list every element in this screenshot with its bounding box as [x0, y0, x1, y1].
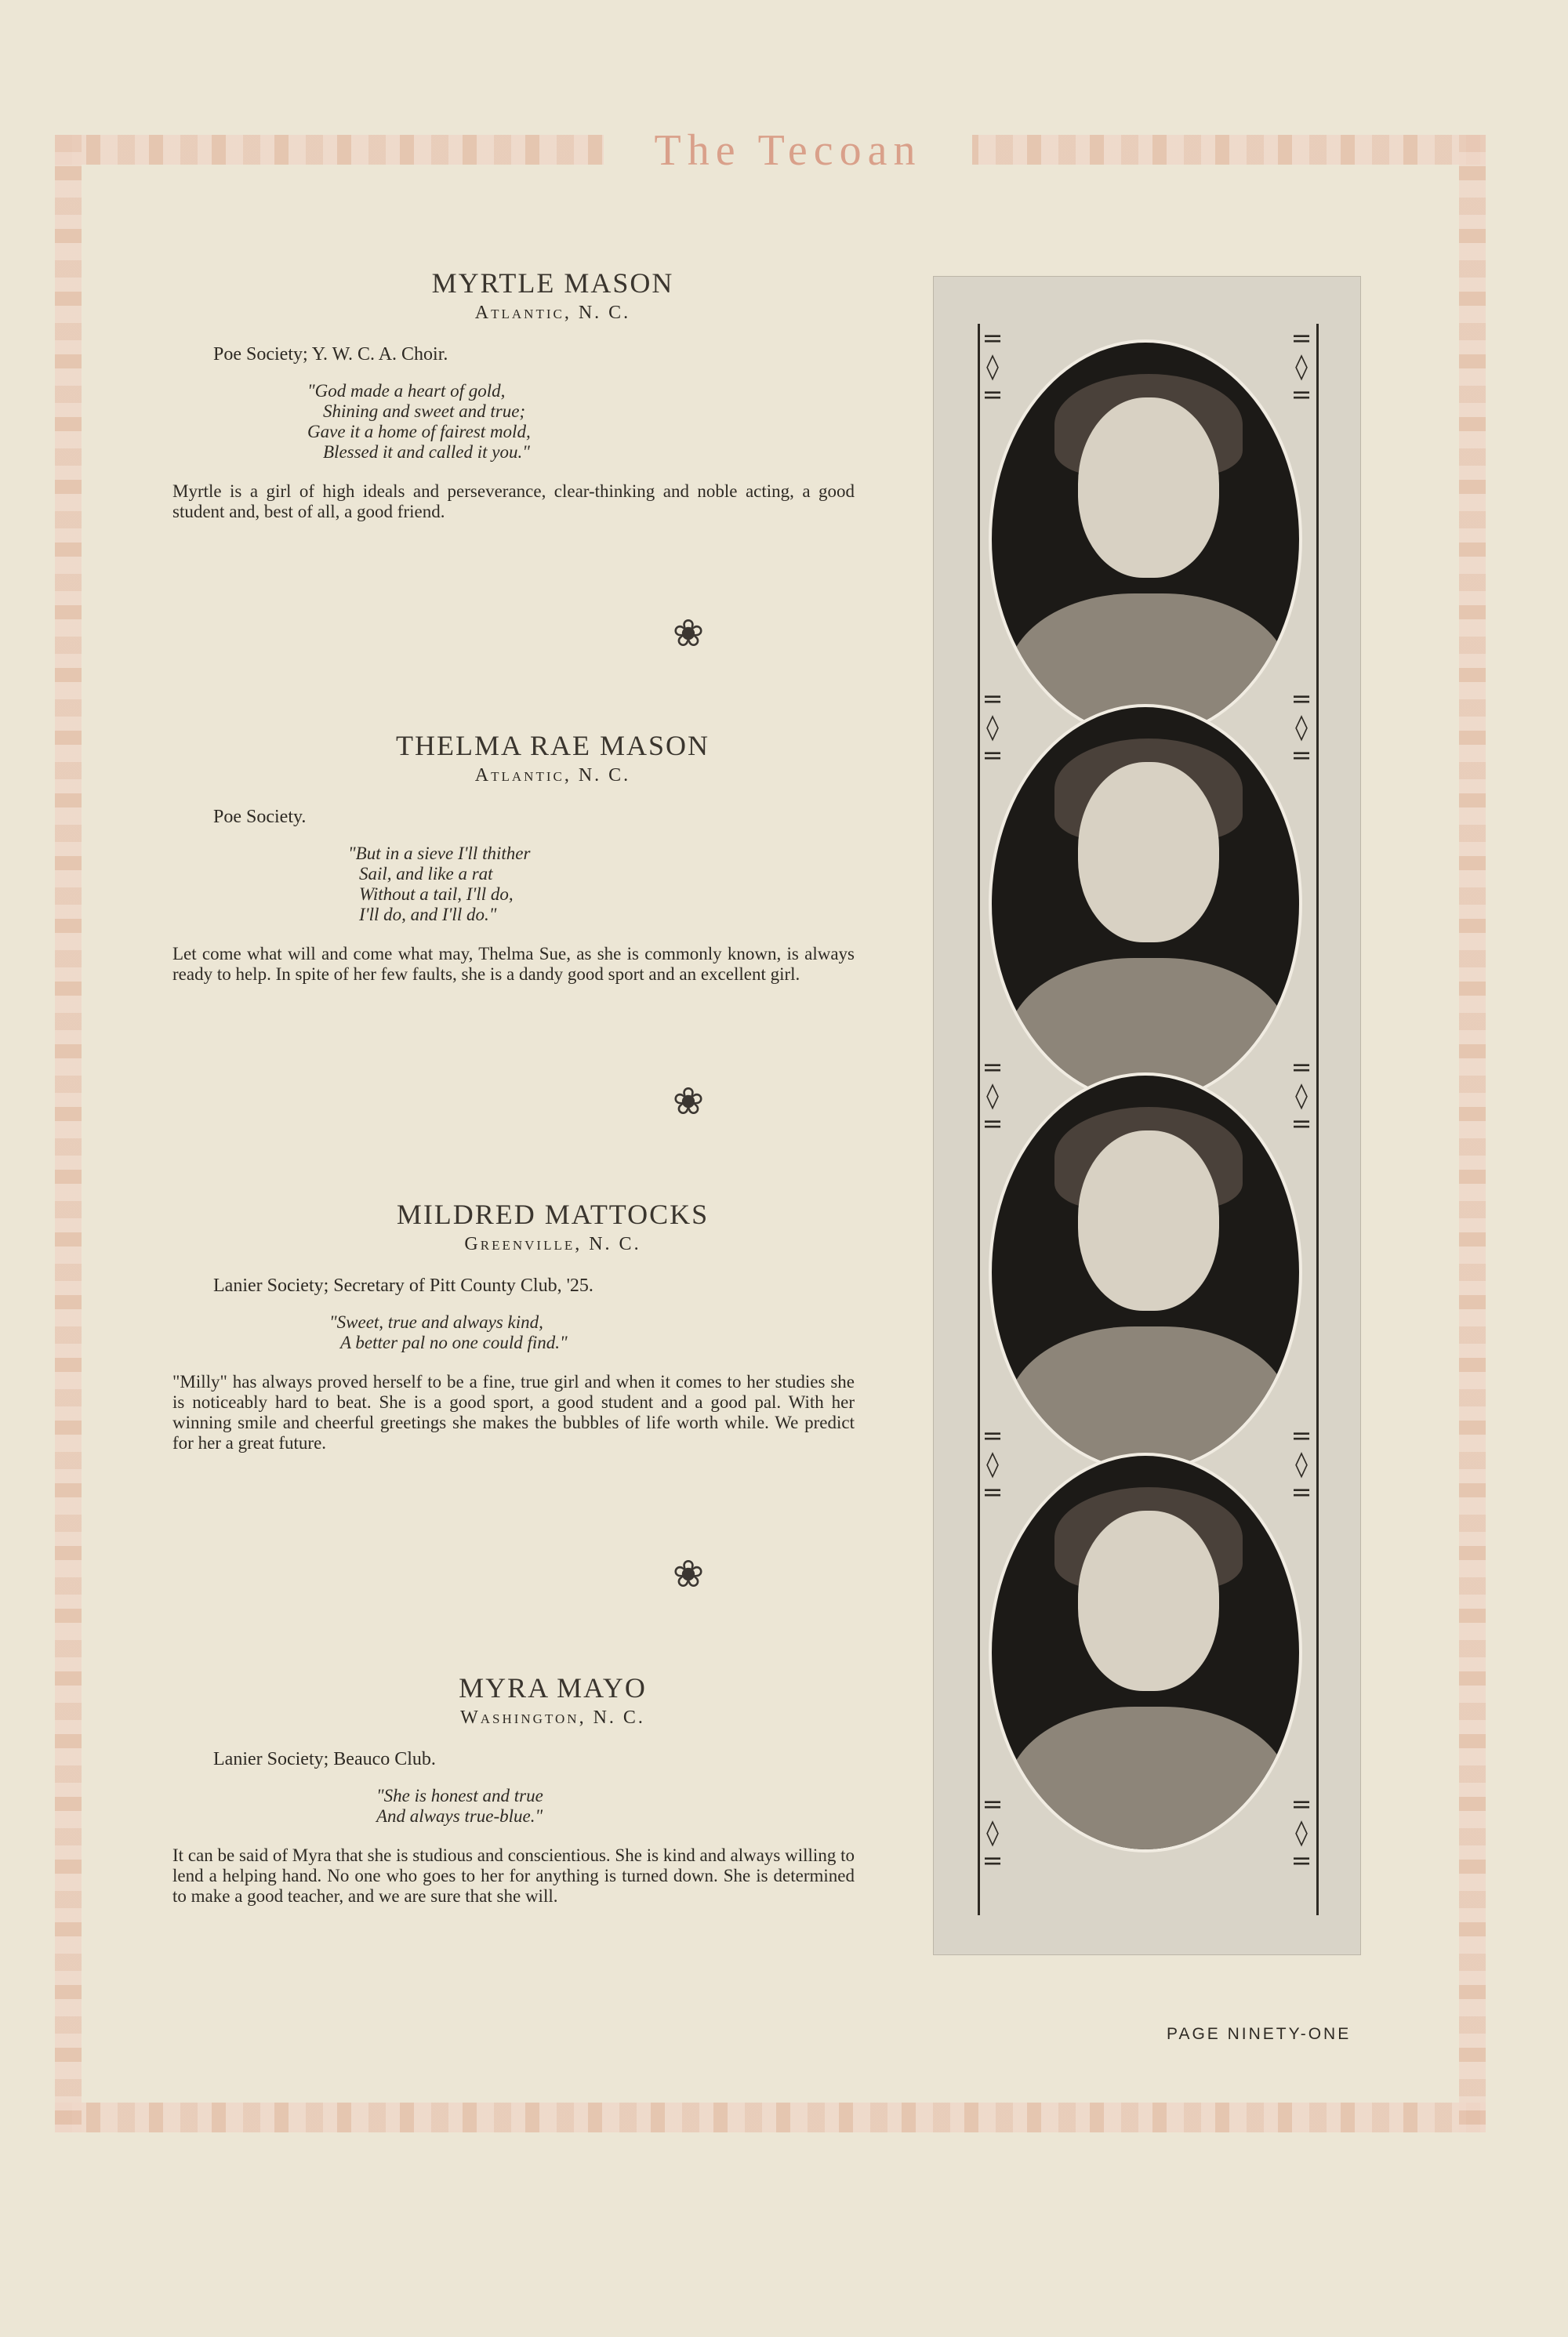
- student-name: MYRA MAYO: [459, 1672, 647, 1704]
- verse: "God made a heart of gold, Shining and sweet and true; Gave it a home of fairest mold, Blessed it and called it you.": [307, 381, 531, 462]
- portrait-mildred-mattocks: [989, 1072, 1302, 1472]
- biography: Myrtle is a girl of high ideals and perseverance, clear-thinking and noble acting, a good student and, best of all, a good friend.: [172, 481, 855, 521]
- diamond-ornament-icon: = ◊ =: [982, 1052, 1004, 1138]
- portrait-myra-mayo: [989, 1453, 1302, 1853]
- activities: Poe Society.: [213, 807, 307, 827]
- diamond-ornament-icon: = ◊ =: [1290, 1421, 1312, 1507]
- masthead: The Tecoan: [604, 121, 972, 180]
- flower-ornament-icon: ❀: [672, 1554, 705, 1595]
- portrait-strip: [933, 276, 1361, 1955]
- entry-mildred-mattocks: [172, 1198, 855, 1453]
- diamond-ornament-icon: = ◊ =: [982, 684, 1004, 770]
- border-left: [55, 135, 82, 2132]
- flower-ornament-icon: ❀: [672, 613, 705, 655]
- entry-thelma-rae-mason: [172, 729, 855, 985]
- page-number: PAGE NINETY-ONE: [1167, 2025, 1352, 2043]
- verse: "She is honest and true And always true-blue.": [376, 1786, 543, 1826]
- verse: "Sweet, true and always kind, A better pal no one could find.": [329, 1312, 568, 1352]
- entry-myrtle-mason: [172, 267, 855, 522]
- diamond-ornament-icon: = ◊ =: [1290, 1789, 1312, 1875]
- flower-ornament-icon: ❀: [672, 1081, 705, 1123]
- portrait-myrtle-mason: [989, 339, 1302, 739]
- diamond-ornament-icon: = ◊ =: [982, 323, 1004, 409]
- strip-rule-right: [1316, 324, 1319, 1915]
- activities: Poe Society; Y. W. C. A. Choir.: [213, 344, 448, 365]
- biography: Let come what will and come what may, Thelma Sue, as she is commonly known, is always ready to help. In spite of her few faults, she is a dandy good sport and an excellent girl.: [172, 944, 855, 984]
- border-right: [1459, 135, 1486, 2132]
- hometown: Greenville, N. C.: [464, 1234, 641, 1254]
- hometown: Atlantic, N. C.: [474, 303, 631, 323]
- entry-myra-mayo: [172, 1671, 855, 1907]
- biography: "Milly" has always proved herself to be a fine, true girl and when it comes to her studies she is noticeably hard to beat. She is a good sport, a good student and a good pal. With her winning smile and cheerful greetings she makes the bubbles of life worth while. We predict for her a great future.: [172, 1372, 855, 1453]
- diamond-ornament-icon: = ◊ =: [1290, 323, 1312, 409]
- diamond-ornament-icon: = ◊ =: [982, 1789, 1004, 1875]
- student-name: MILDRED MATTOCKS: [396, 1199, 710, 1230]
- biography: It can be said of Myra that she is studious and conscientious. She is kind and always willing to lend a helping hand. No one who goes to her for anything is turned down. She is determined to make a good teacher, and we are sure that she will.: [172, 1845, 855, 1906]
- diamond-ornament-icon: = ◊ =: [1290, 684, 1312, 770]
- diamond-ornament-icon: = ◊ =: [1290, 1052, 1312, 1138]
- hometown: Washington, N. C.: [460, 1707, 645, 1728]
- diamond-ornament-icon: = ◊ =: [982, 1421, 1004, 1507]
- verse: "But in a sieve I'll thither Sail, and like a rat Without a tail, I'll do, I'll do, and I'll do.": [348, 844, 531, 924]
- student-name: MYRTLE MASON: [431, 267, 674, 299]
- portrait-thelma-rae-mason: [989, 704, 1302, 1104]
- student-name: THELMA RAE MASON: [395, 730, 710, 761]
- border-bottom: [55, 2103, 1486, 2132]
- activities: Lanier Society; Beauco Club.: [213, 1749, 436, 1769]
- strip-rule-left: [978, 324, 980, 1915]
- activities: Lanier Society; Secretary of Pitt County Club, '25.: [213, 1276, 593, 1296]
- hometown: Atlantic, N. C.: [474, 765, 631, 786]
